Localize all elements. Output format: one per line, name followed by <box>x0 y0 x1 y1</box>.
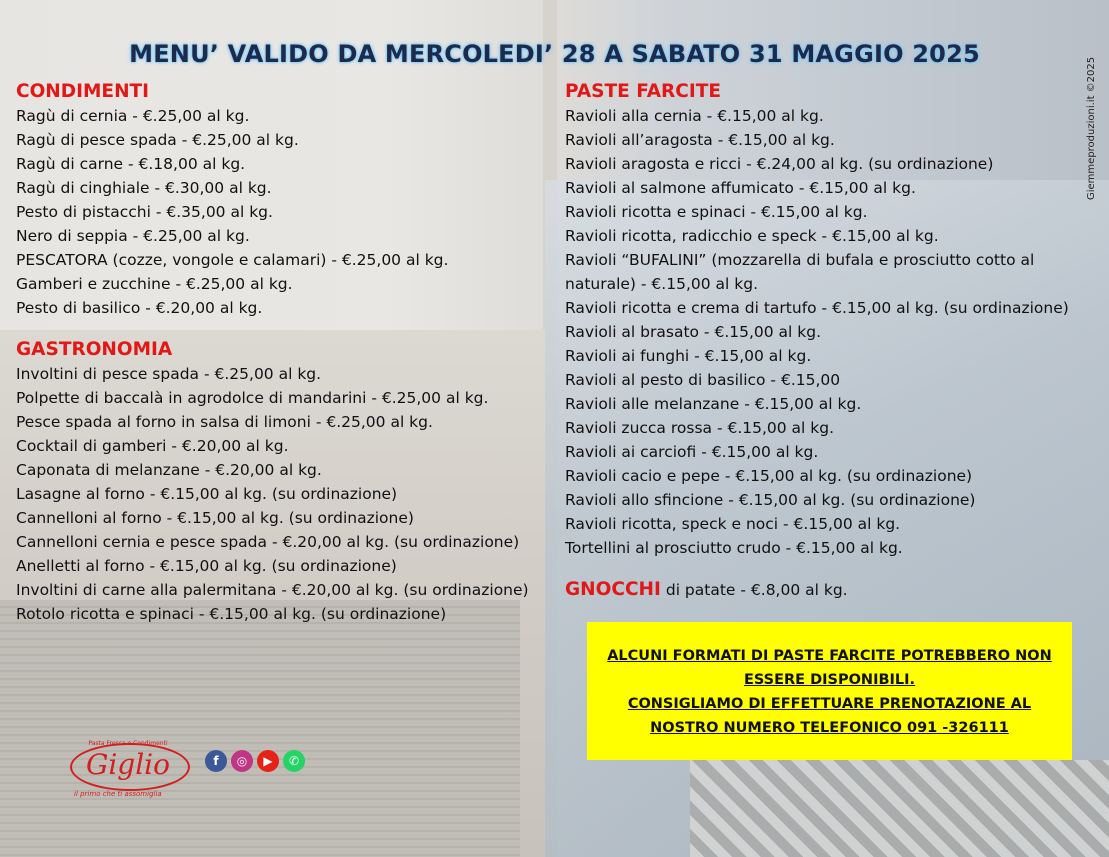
menu-item: Involtini di carne alla palermitana - €.20,00 al kg. (su ordinazione) <box>16 581 529 599</box>
menu-item: Involtini di pesce spada - €.25,00 al kg. <box>16 365 322 383</box>
menu-item: Ravioli zucca rossa - €.15,00 al kg. <box>565 419 835 437</box>
condimenti-heading: CONDIMENTI <box>16 81 150 102</box>
photo-credit: Giemmeproduzioni.it ©2025 <box>1086 56 1097 200</box>
gastronomia-heading: GASTRONOMIA <box>16 339 173 360</box>
condimenti-list <box>16 104 556 320</box>
menu-item: Polpette di baccalà in agrodolce di mandarini - €.25,00 al kg. <box>16 389 489 407</box>
background-floor <box>690 760 1109 857</box>
paste-farcite-heading: PASTE FARCITE <box>565 81 721 102</box>
youtube-icon[interactable]: ▶ <box>257 750 279 772</box>
menu-item: Ravioli ricotta, speck e noci - €.15,00 al kg. <box>565 515 901 533</box>
menu-item: Ravioli ricotta e spinaci - €.15,00 al kg. <box>565 203 868 221</box>
notice-line: CONSIGLIAMO DI EFFETTUARE PRENOTAZIONE AL <box>627 696 1032 712</box>
menu-item: Caponata di melanzane - €.20,00 al kg. <box>16 461 322 479</box>
logo-tagline: il primo che ti assomiglia <box>74 790 162 798</box>
gnocchi-text: di patate - €.8,00 al kg. <box>665 581 848 599</box>
notice-line: ESSERE DISPONIBILI. <box>743 672 916 688</box>
menu-item: Pesto di pistacchi - €.35,00 al kg. <box>16 203 273 221</box>
giglio-logo <box>68 740 188 800</box>
paste-farcite-list <box>565 104 1095 560</box>
menu-item: Cocktail di gamberi - €.20,00 al kg. <box>16 437 289 455</box>
notice-line: ALCUNI FORMATI DI PASTE FARCITE POTREBBERO NON <box>607 648 1052 664</box>
right-column <box>565 80 1095 602</box>
menu-item: Ravioli cacio e pepe - €.15,00 al kg. (su ordinazione) <box>565 467 973 485</box>
left-column <box>16 80 556 626</box>
menu-item: Ravioli all’aragosta - €.15,00 al kg. <box>565 131 835 149</box>
menu-item: Ragù di carne - €.18,00 al kg. <box>16 155 246 173</box>
instagram-icon[interactable]: ◎ <box>231 750 253 772</box>
menu-title: MENU’ VALIDO DA MERCOLEDI’ 28 A SABATO 31 MAGGIO 2025 <box>129 40 980 68</box>
menu-item: Ravioli alle melanzane - €.15,00 al kg. <box>565 395 862 413</box>
menu-item: Gamberi e zucchine - €.25,00 al kg. <box>16 275 293 293</box>
menu-item: Cannelloni al forno - €.15,00 al kg. (su ordinazione) <box>16 509 414 527</box>
menu-item: Nero di seppia - €.25,00 al kg. <box>16 227 250 245</box>
facebook-icon[interactable]: f <box>205 750 227 772</box>
menu-item: Ravioli allo sfincione - €.15,00 al kg. (su ordinazione) <box>565 491 976 509</box>
menu-item: Pesce spada al forno in salsa di limoni - €.25,00 al kg. <box>16 413 433 431</box>
menu-item: Lasagne al forno - €.15,00 al kg. (su ordinazione) <box>16 485 398 503</box>
whatsapp-icon[interactable]: ✆ <box>283 750 305 772</box>
gnocchi-heading: GNOCCHI <box>565 579 661 600</box>
menu-item: Ravioli alla cernia - €.15,00 al kg. <box>565 107 824 125</box>
menu-item: Tortellini al prosciutto crudo - €.15,00 al kg. <box>565 539 903 557</box>
menu-item: Pesto di basilico - €.20,00 al kg. <box>16 299 263 317</box>
background-shutter <box>0 600 520 857</box>
menu-item: Ravioli al pesto di basilico - €.15,00 <box>565 371 841 389</box>
menu-item: Ravioli “BUFALINI” (mozzarella di bufala e prosciutto cotto al naturale) - €.15,00 al kg. <box>565 251 1035 293</box>
menu-item: Ravioli al salmone affumicato - €.15,00 al kg. <box>565 179 916 197</box>
notice-line: NOSTRO NUMERO TELEFONICO 091 -326111 <box>650 720 1009 736</box>
menu-item: Ravioli aragosta e ricci - €.24,00 al kg. (su ordinazione) <box>565 155 994 173</box>
menu-item: PESCATORA (cozze, vongole e calamari) - €.25,00 al kg. <box>16 251 449 269</box>
menu-item: Ravioli ricotta, radicchio e speck - €.15,00 al kg. <box>565 227 939 245</box>
gnocchi-line <box>565 578 1095 602</box>
social-icons <box>205 750 305 772</box>
menu-item: Ragù di pesce spada - €.25,00 al kg. <box>16 131 299 149</box>
menu-item: Ragù di cernia - €.25,00 al kg. <box>16 107 250 125</box>
logo-top-text: Pasta Fresca e Condimenti <box>88 740 168 747</box>
menu-item: Ravioli ai carciofi - €.15,00 al kg. <box>565 443 819 461</box>
menu-item: Ravioli al brasato - €.15,00 al kg. <box>565 323 822 341</box>
availability-notice <box>587 622 1072 760</box>
gastronomia-list <box>16 362 556 626</box>
menu-item: Cannelloni cernia e pesce spada - €.20,00 al kg. (su ordinazione) <box>16 533 520 551</box>
menu-item: Ravioli ricotta e crema di tartufo - €.15,00 al kg. (su ordinazione) <box>565 299 1069 317</box>
logo-name: Giglio <box>85 748 170 781</box>
menu-item: Ravioli ai funghi - €.15,00 al kg. <box>565 347 812 365</box>
menu-item: Ragù di cinghiale - €.30,00 al kg. <box>16 179 272 197</box>
menu-item: Anelletti al forno - €.15,00 al kg. (su ordinazione) <box>16 557 397 575</box>
menu-item: Rotolo ricotta e spinaci - €.15,00 al kg. (su ordinazione) <box>16 605 447 623</box>
